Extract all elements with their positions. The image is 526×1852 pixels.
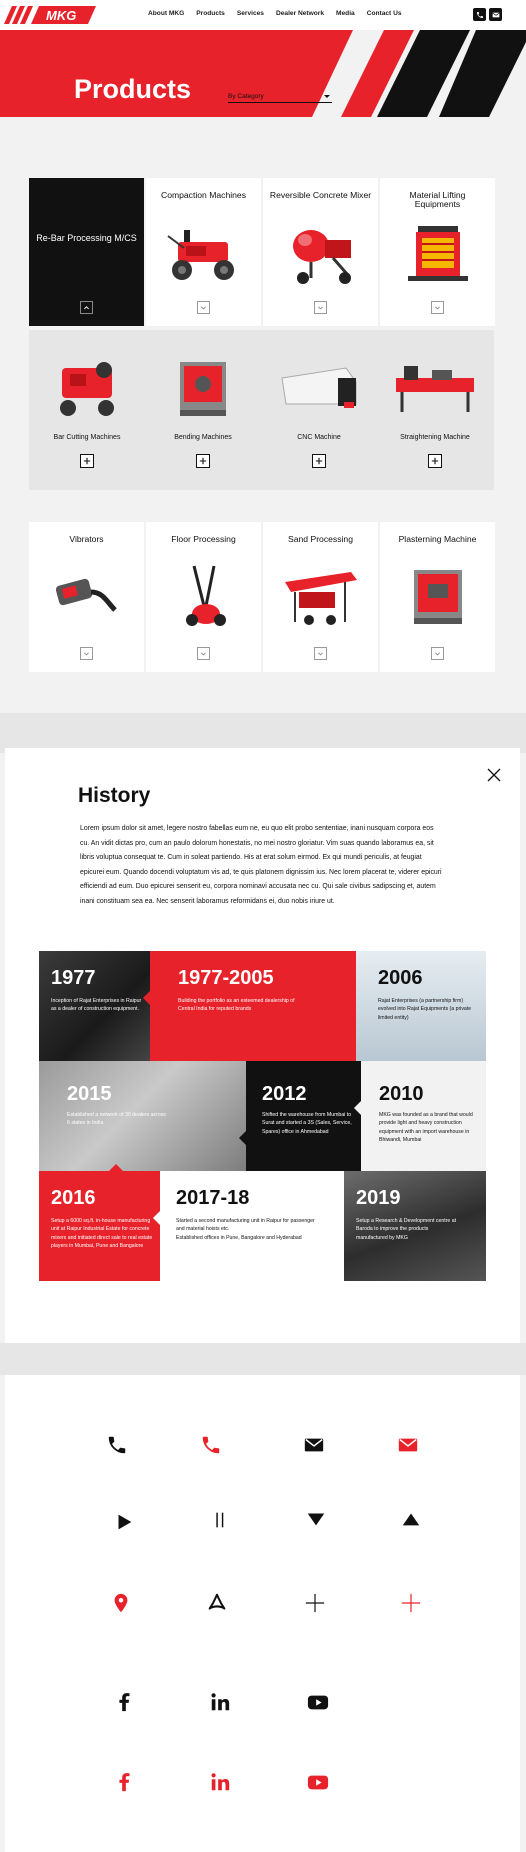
- timeline-arrow: [239, 1131, 246, 1145]
- timeline-item: [160, 1171, 344, 1281]
- timeline-arrow: [143, 991, 150, 1005]
- expand-button[interactable]: [431, 647, 444, 660]
- product-card-title: Reversible Concrete Mixer: [269, 190, 372, 200]
- product-card-title: Re-Bar Processing M/CS: [36, 233, 137, 243]
- subcategory-cnc[interactable]: [261, 330, 377, 490]
- straightening-machine-image: [392, 356, 478, 420]
- chevron-down-icon: [317, 650, 324, 657]
- subcategory-bending[interactable]: [145, 330, 261, 490]
- triangle-down-icon[interactable]: [303, 1506, 329, 1532]
- plus-icon: [315, 457, 323, 465]
- product-card-compaction[interactable]: [146, 178, 261, 326]
- icon-sheet: [5, 1375, 520, 1852]
- plus-icon[interactable]: [302, 1590, 328, 1616]
- expand-button[interactable]: [431, 301, 444, 314]
- subcategory-label: Straightening Machine: [400, 434, 470, 441]
- timeline-year: 2019: [356, 1187, 401, 1209]
- triangle-up-icon[interactable]: [398, 1506, 424, 1532]
- phone-red-icon[interactable]: [198, 1432, 224, 1458]
- timeline-desc: Setup a Research & Development centre at Baroda to improve the products manufactured by MKG: [356, 1218, 457, 1241]
- timeline-item: [150, 951, 356, 1061]
- subcategory-straightening[interactable]: [377, 330, 493, 490]
- timeline-year: 2017-18: [176, 1187, 250, 1209]
- timeline-item: [356, 951, 486, 1061]
- timeline-item: [39, 1171, 160, 1281]
- mail-icon: [492, 11, 500, 19]
- timeline-desc: Rajat Enterprises (a partnership firm) evolved into Rajat Equipments (a private limited entity): [378, 998, 472, 1021]
- timeline-arrow: [109, 1164, 123, 1171]
- plus-icon: [83, 457, 91, 465]
- product-card-title: Material Lifting Equipments: [409, 190, 466, 210]
- timeline-item: [39, 951, 150, 1061]
- timeline-item: [39, 1061, 246, 1171]
- category-filter-value: By Category: [228, 93, 264, 100]
- section-divider: [0, 1343, 526, 1375]
- nav-contact[interactable]: Contact Us: [366, 10, 402, 17]
- category-filter-select[interactable]: [228, 90, 332, 103]
- timeline-desc: Shifted the warehouse from Mumbai to Surat and started a 3S (Sales, Service, Spares) office in Ahmedabad: [262, 1112, 352, 1135]
- timeline-item: [344, 1171, 486, 1281]
- section-divider: [0, 713, 526, 753]
- nav-services[interactable]: Services: [236, 10, 264, 17]
- timeline-desc-line: Started a second manufacturing unit in Raipur for passenger and material hoists etc.: [176, 1218, 315, 1233]
- history-timeline: [39, 951, 486, 1281]
- timeline-item: [361, 1061, 486, 1171]
- nav-products[interactable]: Products: [196, 10, 225, 17]
- expand-button[interactable]: [314, 301, 327, 314]
- top-bar: [0, 0, 526, 30]
- chevron-down-icon: [434, 650, 441, 657]
- timeline-desc: Established a network of 30 dealers across 6 states in India: [67, 1112, 166, 1127]
- collapse-button[interactable]: [80, 301, 93, 314]
- header-phone-button[interactable]: [473, 8, 486, 21]
- chevron-down-icon: [200, 650, 207, 657]
- timeline-year: 1977-2005: [178, 967, 274, 989]
- timeline-year: 2006: [378, 967, 423, 989]
- product-card-floor[interactable]: [146, 522, 261, 672]
- play-icon[interactable]: [111, 1509, 137, 1535]
- cnc-machine-image: [276, 356, 362, 420]
- history-title: History: [78, 784, 151, 807]
- product-card-title: Vibrators: [69, 534, 104, 544]
- product-card-plastering[interactable]: [380, 522, 495, 672]
- product-card-title: Plasterning Machine: [398, 534, 477, 544]
- product-card-lifting[interactable]: [380, 178, 495, 326]
- mkg-logo[interactable]: [4, 6, 96, 24]
- bar-cutting-machine-image: [44, 356, 130, 420]
- chevron-up-icon: [83, 304, 90, 311]
- product-row-3: [29, 522, 494, 672]
- subcategory-plus-button[interactable]: [428, 454, 442, 468]
- subcategory-plus-button[interactable]: [312, 454, 326, 468]
- sand-machine-image: [281, 562, 361, 632]
- subcategory-plus-button[interactable]: [196, 454, 210, 468]
- main-nav: [148, 10, 402, 17]
- mail-icon[interactable]: [301, 1432, 327, 1458]
- timeline-arrow: [354, 1101, 361, 1115]
- facebook-red-icon[interactable]: [111, 1769, 137, 1795]
- concrete-mixer-image: [281, 218, 361, 288]
- facebook-icon[interactable]: [111, 1689, 137, 1715]
- svg-text:MKG: MKG: [46, 8, 77, 23]
- page-title: Products: [74, 74, 192, 104]
- subcategory-plus-button[interactable]: [80, 454, 94, 468]
- chevron-down-icon: [434, 304, 441, 311]
- timeline-year: 2016: [51, 1187, 96, 1209]
- share-icon[interactable]: [204, 1590, 230, 1616]
- product-card-title: Sand Processing: [288, 534, 353, 544]
- product-card-rebar[interactable]: [29, 178, 144, 326]
- linkedin-red-icon[interactable]: [207, 1769, 233, 1795]
- expand-button[interactable]: [197, 647, 210, 660]
- product-card-sand[interactable]: [263, 522, 378, 672]
- plus-icon: [431, 457, 439, 465]
- plus-red-icon[interactable]: [398, 1590, 424, 1616]
- location-pin-icon[interactable]: [108, 1590, 134, 1616]
- hero-banner: [0, 30, 526, 143]
- history-paragraph: Lorem ipsum dolor sit amet, legere nostro fabellas eum ne, eu quo elit probo sententiae, inani nusquam corpora eos cu. An vidit dictas pro, cum an paulo dolorum honestatis, no mei nostro gloriatur. Vim suas quando laboramus ea, sit libris voluptua consequat te. Cum in soleat partiendo. His at erat solum eirmod. Ex qui mundi periculis, at feugiat epicurei eum. Quando docendi voluptatum vis ad, te quis platonem dignissim ius. Nec lorem placerat te, viderer epicuri efficiendi ad eum. Duo epicurei senserit eu, corpora nominavi accusata nec cu. Qui sale civibus sadipscing et, autem inani constituam sea ea. Nec senserit laboramus reformidans ei, duo nobis iriure ut.: [80, 825, 442, 905]
- vibrator-image: [47, 562, 127, 632]
- timeline-desc: Building the portfolio as an esteemed dealership of Central India for reputed brands: [178, 998, 295, 1013]
- phone-icon[interactable]: [104, 1432, 130, 1458]
- timeline-desc-line: Established offices in Pune, Bangalore and Hyderabad: [176, 1234, 302, 1241]
- youtube-icon[interactable]: [305, 1689, 331, 1715]
- nav-dealer-network[interactable]: Dealer Network: [275, 10, 324, 17]
- material-lift-image: [398, 218, 478, 288]
- timeline-desc: Setup a 6000 sq.ft. in-house manufacturing unit at Raipur Industrial Estate for concrete mixers and initiated direct sale to real estate players in Mumbai, Pune and Bangalore: [51, 1218, 153, 1250]
- expand-button[interactable]: [197, 301, 210, 314]
- timeline-item: [246, 1061, 361, 1171]
- plus-icon: [199, 457, 207, 465]
- timeline-year: 2010: [379, 1083, 424, 1105]
- chevron-down-icon: [317, 304, 324, 311]
- pause-icon[interactable]: [207, 1507, 233, 1533]
- product-card-mixer[interactable]: [263, 178, 378, 326]
- bending-machine-image: [160, 356, 246, 420]
- product-card-title: Floor Processing: [171, 534, 236, 544]
- phone-icon: [476, 11, 484, 19]
- caret-down-icon: [324, 95, 330, 98]
- floor-machine-image: [164, 562, 244, 632]
- youtube-red-icon[interactable]: [305, 1769, 331, 1795]
- plastering-machine-image: [398, 562, 478, 632]
- timeline-desc: Inception of Rajat Enterprises in Raipur as a dealer of construction equipment.: [51, 998, 142, 1013]
- timeline-desc: MKG was founded as a brand that would provide light and heavy construction equipment with an import warehouse in Bhiwandi, Mumbai: [379, 1112, 473, 1144]
- timeline-arrow: [153, 1211, 160, 1225]
- header-mail-button[interactable]: [489, 8, 502, 21]
- expand-button[interactable]: [80, 647, 93, 660]
- expand-button[interactable]: [314, 647, 327, 660]
- timeline-year: 1977: [51, 967, 96, 989]
- subcategory-label: CNC Machine: [297, 434, 341, 441]
- mail-red-icon[interactable]: [395, 1432, 421, 1458]
- nav-about[interactable]: About MKG: [148, 10, 185, 17]
- subcategory-label: Bar Cutting Machines: [53, 434, 121, 441]
- subcategory-bar-cutting[interactable]: [29, 330, 145, 490]
- subcategory-label: Bending Machines: [174, 434, 232, 441]
- chevron-down-icon: [200, 304, 207, 311]
- product-card-title: Compaction Machines: [160, 190, 247, 200]
- timeline-desc: [176, 1217, 324, 1242]
- product-row-1: [29, 178, 494, 326]
- timeline-year: 2012: [262, 1083, 307, 1105]
- product-card-vibrators[interactable]: [29, 522, 144, 672]
- history-modal: [5, 748, 520, 1343]
- linkedin-icon[interactable]: [207, 1689, 233, 1715]
- compaction-machine-image: [164, 218, 244, 288]
- close-icon[interactable]: [487, 768, 501, 782]
- chevron-down-icon: [83, 650, 90, 657]
- timeline-year: 2015: [67, 1083, 112, 1105]
- rebar-subcategory-panel: [29, 330, 494, 490]
- nav-media[interactable]: Media: [336, 10, 355, 17]
